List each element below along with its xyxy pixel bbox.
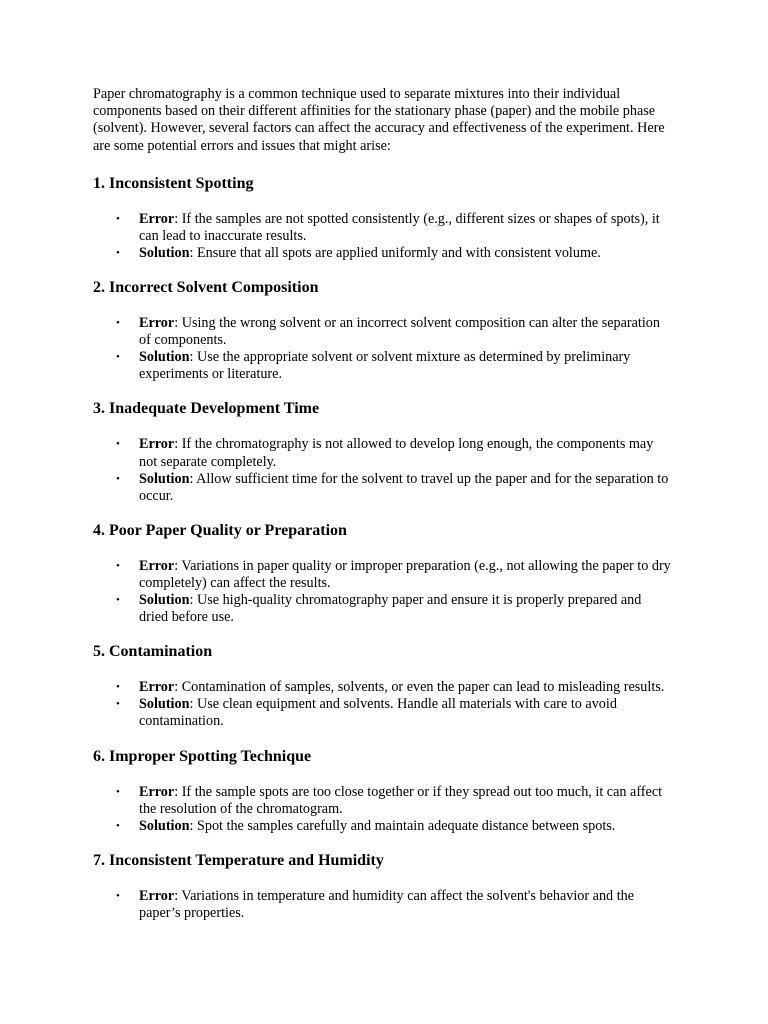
section-heading: 2. Incorrect Solvent Composition	[93, 279, 319, 297]
section-4	[93, 521, 672, 626]
bullet-list	[93, 315, 672, 383]
bullet-list	[93, 436, 672, 504]
bullet-list	[93, 679, 672, 730]
section-heading: 6. Improper Spotting Technique	[93, 747, 312, 765]
item-label: Error	[139, 679, 175, 696]
item-text: : If the samples are not spotted consistently (e.g., different sizes or shapes of spots), it can lead to inaccurate results.	[139, 210, 660, 244]
list-item	[116, 887, 672, 922]
sections-container	[93, 174, 672, 922]
item-label: Solution	[139, 592, 190, 609]
item-label: Solution	[139, 696, 190, 713]
bullet-icon: •	[116, 212, 120, 225]
list-item	[116, 592, 672, 626]
bullet-icon: •	[116, 681, 120, 694]
bullet-list	[93, 211, 672, 262]
bullet-list	[93, 888, 672, 922]
item-text: : Spot the samples carefully and maintain adequate distance between spots.	[189, 817, 616, 834]
bullet-icon: •	[116, 472, 120, 485]
bullet-icon: •	[116, 247, 120, 259]
section-2	[93, 278, 672, 383]
bullet-icon: •	[116, 698, 120, 711]
item-label: Error	[139, 436, 175, 453]
item-text: : Contamination of samples, solvents, or even the paper can lead to misleading results.	[174, 679, 665, 696]
item-text: : Allow sufficient time for the solvent to travel up the paper and for the separation to occur.	[139, 470, 669, 504]
section-3	[93, 399, 672, 504]
list-item	[116, 315, 672, 349]
bullet-icon: •	[116, 594, 120, 607]
section-7	[93, 851, 672, 922]
section-heading: 1. Inconsistent Spotting	[93, 174, 254, 192]
bullet-icon: •	[116, 889, 120, 902]
item-label: Solution	[139, 349, 190, 366]
item-text: : If the chromatography is not allowed to develop long enough, the components may not separate completely.	[139, 436, 654, 470]
bullet-list	[93, 784, 672, 835]
list-item	[116, 679, 672, 696]
list-item	[116, 783, 672, 818]
bullet-icon: •	[116, 819, 120, 832]
section-heading: 3. Inadequate Development Time	[93, 400, 320, 418]
item-text: : Variations in paper quality or improper preparation (e.g., not allowing the paper to dry completely) can affect the results.	[139, 557, 671, 591]
list-item	[116, 349, 672, 383]
list-item	[116, 210, 672, 245]
item-text: : Use clean equipment and solvents. Handle all materials with care to avoid contamination.	[139, 696, 617, 730]
item-text: : Variations in temperature and humidity can affect the solvent's behavior and the paper’s properties.	[139, 887, 635, 921]
bullet-icon: •	[116, 559, 120, 572]
list-item	[116, 557, 672, 592]
bullet-icon: •	[116, 351, 120, 364]
item-label: Error	[139, 210, 175, 227]
item-label: Solution	[139, 817, 190, 834]
item-label: Error	[139, 887, 175, 904]
intro-paragraph: Paper chromatography is a common technique used to separate mixtures into their individual components based on their different affinities for the stationary phase (paper) and the mobile phase (solvent). However, several factors can affect the accuracy and effectiveness of the experiment. Here are some potential errors and issues that might arise:	[93, 86, 665, 154]
section-1	[93, 174, 672, 262]
item-label: Error	[139, 315, 175, 332]
section-6	[93, 747, 672, 835]
list-item	[116, 470, 672, 505]
item-text: : Ensure that all spots are applied uniformly and with consistent volume.	[189, 245, 601, 261]
item-label: Solution	[139, 245, 190, 261]
item-text: : Using the wrong solvent or an incorrect solvent composition can alter the separation of components.	[139, 315, 660, 349]
section-heading: 7. Inconsistent Temperature and Humidity	[93, 851, 384, 869]
item-text: : If the sample spots are too close together or if they spread out too much, it can affect the resolution of the chromatogram.	[139, 783, 663, 817]
list-item	[116, 436, 672, 470]
item-text: : Use high-quality chromatography paper and ensure it is properly prepared and dried before use.	[139, 592, 642, 626]
item-text: : Use the appropriate solvent or solvent mixture as determined by preliminary experiments or literature.	[139, 349, 631, 383]
bullet-list	[93, 558, 672, 626]
bullet-icon: •	[116, 785, 120, 798]
section-heading: 4. Poor Paper Quality or Preparation	[93, 521, 347, 539]
item-label: Solution	[139, 470, 190, 487]
bullet-icon: •	[116, 317, 120, 330]
section-heading: 5. Contamination	[93, 643, 213, 661]
list-item	[116, 817, 672, 835]
item-label: Error	[139, 783, 175, 800]
list-item	[116, 696, 672, 730]
list-item	[116, 245, 672, 262]
bullet-icon: •	[116, 438, 120, 451]
item-label: Error	[139, 557, 175, 574]
section-5	[93, 642, 672, 730]
